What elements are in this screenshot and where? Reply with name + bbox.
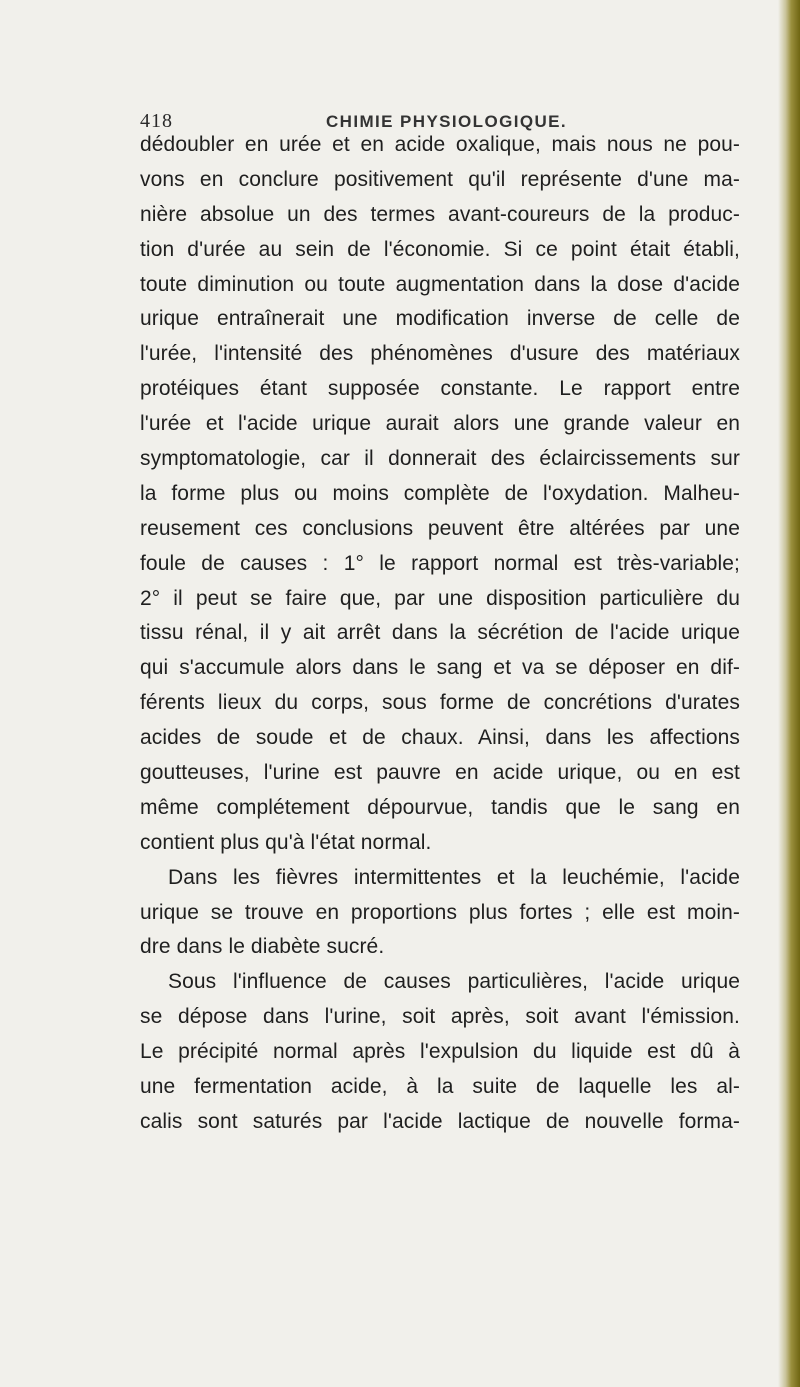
text-line: férents lieux du corps, sous forme de concrétions d'urates xyxy=(140,691,740,715)
text-line: tion d'urée au sein de l'économie. Si ce point était établi, xyxy=(140,237,740,261)
text-line: qui s'accumule alors dans le sang et va se déposer en dif- xyxy=(140,656,740,680)
body-text xyxy=(140,128,740,1140)
text-line: urique se trouve en proportions plus fortes ; elle est moin- xyxy=(140,900,740,924)
text-line: l'urée, l'intensité des phénomènes d'usure des matériaux xyxy=(140,342,740,366)
running-title: CHIMIE PHYSIOLOGIQUE. xyxy=(326,112,567,131)
text-line: dédoubler en urée et en acide oxalique, mais nous ne pou- xyxy=(140,133,740,156)
text-line: goutteuses, l'urine est pauvre en acide urique, ou en est xyxy=(140,761,740,785)
text-line: l'urée et l'acide urique aurait alors une grande valeur en xyxy=(140,412,740,436)
text-line: symptomatologie, car il donnerait des éclaircissements sur xyxy=(140,447,740,471)
page-edge-shadow xyxy=(778,0,800,1387)
text-line: reusement ces conclusions peuvent être altérées par une xyxy=(140,516,740,540)
text-line: calis sont saturés par l'acide lactique de nouvelle forma- xyxy=(140,1109,740,1133)
text-line: la forme plus ou moins complète de l'oxydation. Malheu- xyxy=(140,481,740,505)
text-line: Dans les fièvres intermittentes et la leuchémie, l'acide xyxy=(168,865,740,889)
text-line: urique entraînerait une modification inverse de celle de xyxy=(140,307,740,331)
text-line: se dépose dans l'urine, soit après, soit avant l'émission. xyxy=(140,1005,740,1029)
text-line: même complétement dépourvue, tandis que le sang en xyxy=(140,795,740,819)
text-line: toute diminution ou toute augmentation dans la dose d'acide xyxy=(140,272,740,296)
text-line: une fermentation acide, à la suite de laquelle les al- xyxy=(140,1075,740,1099)
text-line: 2° il peut se faire que, par une disposition particulière du xyxy=(140,586,740,610)
page-number: 418 xyxy=(140,110,173,132)
text-line: Le précipité normal après l'expulsion du liquide est dû à xyxy=(140,1040,740,1064)
text-line: tissu rénal, il y ait arrêt dans la sécrétion de l'acide urique xyxy=(140,621,740,645)
text-line: dre dans le diabète sucré. xyxy=(140,935,385,959)
text-line: acides de soude et de chaux. Ainsi, dans les affections xyxy=(140,726,740,750)
text-line: vons en conclure positivement qu'il représente d'une ma- xyxy=(140,167,740,191)
text-line: protéiques étant supposée constante. Le rapport entre xyxy=(140,377,740,401)
text-line: foule de causes : 1° le rapport normal est très-variable; xyxy=(140,551,740,575)
text-line: nière absolue un des termes avant-coureurs de la produc- xyxy=(140,202,740,226)
text-line: Sous l'influence de causes particulières, l'acide urique xyxy=(168,970,740,994)
text-line: contient plus qu'à l'état normal. xyxy=(140,830,432,854)
